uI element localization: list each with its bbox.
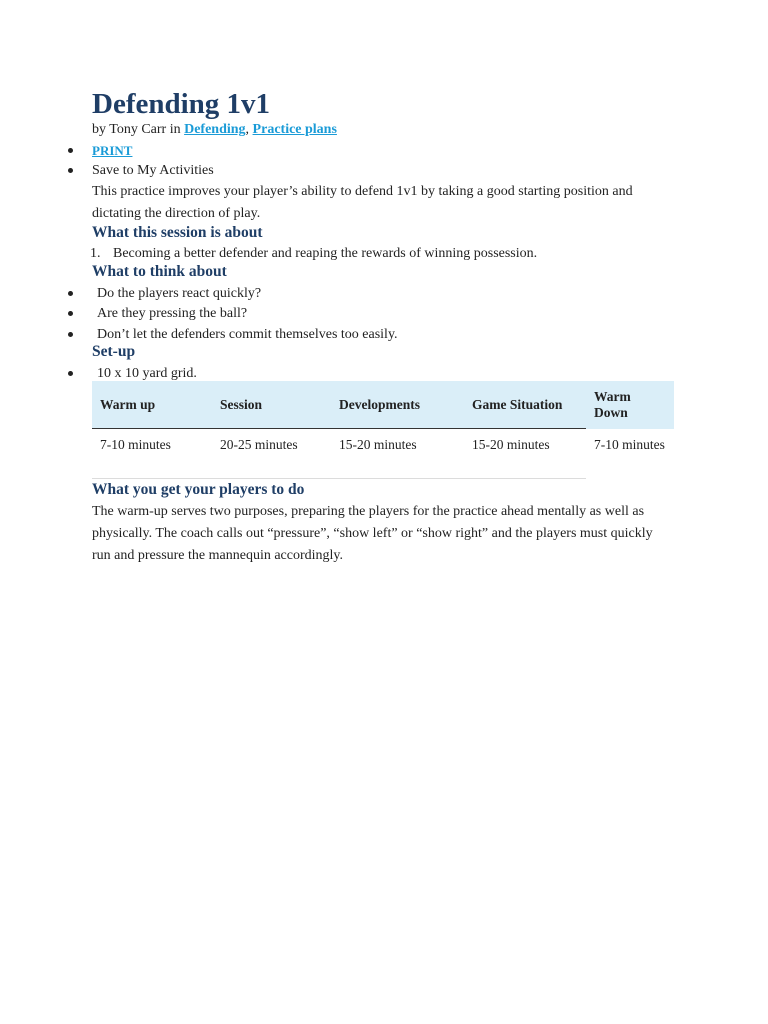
table-cell: 20-25 minutes (212, 429, 331, 479)
page-title: Defending 1v1 (92, 88, 271, 120)
think-item: Do the players react quickly? (97, 286, 262, 301)
save-to-activities-item[interactable]: Save to My Activities (92, 163, 214, 178)
table-header-cell: Game Situation (464, 381, 586, 429)
think-about-heading: What to think about (92, 263, 227, 280)
about-item: Becoming a better defender and reaping the rewards of winning possession. (113, 246, 538, 261)
think-item: Don’t let the defenders commit themselves too easily. (97, 327, 398, 342)
players-heading: What you get your players to do (92, 481, 305, 498)
table-row (92, 429, 674, 479)
table-cell: 15-20 minutes (331, 429, 464, 479)
setup-item: 10 x 10 yard grid. (97, 366, 197, 381)
byline-author: by Tony Carr in (92, 122, 185, 137)
print-item (92, 142, 132, 161)
bullet-icon (68, 148, 73, 153)
setup-heading: Set-up (92, 343, 136, 360)
bullet-icon (68, 332, 73, 337)
byline (92, 121, 337, 139)
table-header-cell: Developments (331, 381, 464, 429)
players-paragraph: The warm-up serves two purposes, preparing the players for the practice ahead mentally as well as physically. The coach calls out “pressure”, “show left” or “show right” and the players must quickly run and pressure the mannequin accordingly. (92, 504, 653, 563)
category-link-defending[interactable]: Defending (184, 122, 246, 137)
intro-paragraph: This practice improves your player’s ability to defend 1v1 by taking a good starting position and dictating the direction of play. (92, 184, 633, 221)
session-about-heading: What this session is about (92, 224, 263, 241)
think-item: Are they pressing the ball? (97, 306, 248, 321)
print-link[interactable]: PRINT (92, 143, 133, 158)
about-item-number: 1. (90, 246, 101, 261)
bullet-icon (68, 311, 73, 316)
table-header-cell: Warm Down (586, 381, 674, 429)
table-cell: 15-20 minutes (464, 429, 586, 479)
byline-separator: , (245, 122, 250, 137)
bullet-icon (68, 291, 73, 296)
table-header-cell: Warm up (92, 381, 212, 429)
table-header-cell: Session (212, 381, 331, 429)
session-timing-table (92, 381, 674, 479)
table-cell: 7-10 minutes (594, 436, 665, 452)
table-cell: 7-10 minutes (92, 429, 212, 479)
bullet-icon (68, 371, 73, 376)
table-header-row (92, 381, 674, 429)
category-link-practice-plans[interactable]: Practice plans (252, 122, 337, 137)
bullet-icon (68, 168, 73, 173)
